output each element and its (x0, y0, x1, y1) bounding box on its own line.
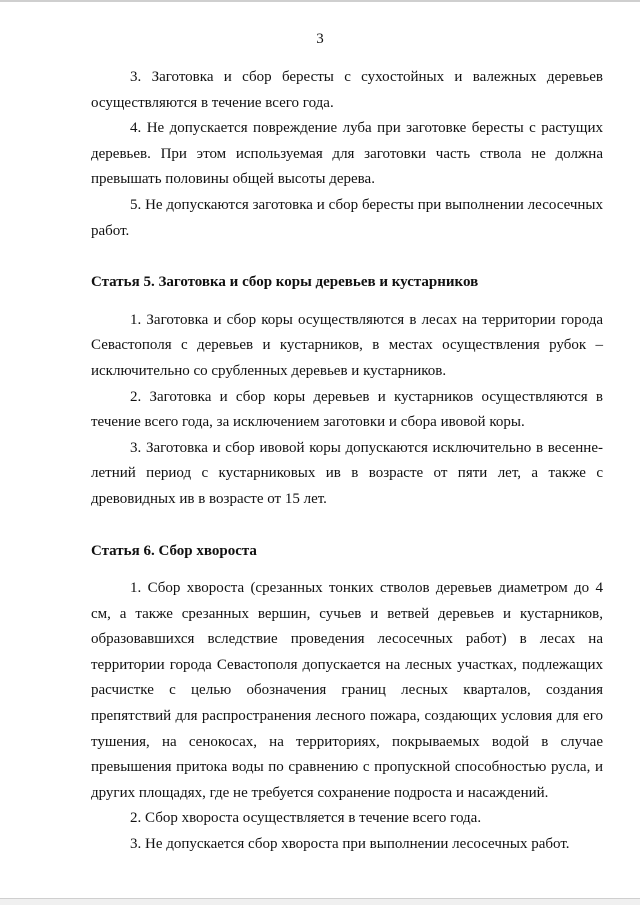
paragraph: 3. Заготовка и сбор бересты с сухостойных и валежных деревьев осуществляются в течение всего года. (91, 69, 603, 111)
scan-top-edge (0, 0, 640, 2)
article-heading: Статья 6. Сбор хвороста (91, 542, 257, 559)
page-number: 3 (316, 31, 324, 47)
section-article-6 (91, 539, 603, 858)
paragraph: 2. Сбор хвороста осуществляется в течение всего года. (130, 810, 482, 827)
paragraph: 5. Не допускаются заготовка и сбор бересты при выполнении лесосечных работ. (91, 196, 603, 239)
paragraph: 1. Сбор хвороста (срезанных тонких стволов деревьев диаметром до 4 см, а также срезанных вершин, сучьев и ветвей деревьев и кустарников, образовавшихся вследствие проведения лесосечных работ) в лесах на территории города Севастополя допускается на лесных участках, подлежащих расчистке с целью обозначения границ лесных кварталов, создания препятствий для распространения лесного пожара, создающих условия для его тушения, на сенокосах, на территориях, покрываемых водой в случае превышения притока воды по сравнению с пропускной способностью русла, и других площадях, где не требуется сохранение подроста и насаждений. (91, 580, 603, 801)
paragraph: 2. Заготовка и сбор коры деревьев и кустарников осуществляются в течение всего года, за исключением заготовки и сбора ивовой коры. (91, 388, 603, 431)
article-heading: Статья 5. Заготовка и сбор коры деревьев и кустарников (91, 274, 479, 291)
paragraph: 3. Не допускается сбор хвороста при выполнении лесосечных работ. (130, 836, 570, 853)
paragraph: 4. Не допускается повреждение луба при заготовке бересты с растущих деревьев. При этом используемая для заготовки часть ствола не должна превышать половины общей высоты дерева. (91, 120, 603, 188)
section-article-5 (91, 270, 603, 512)
document-body (91, 65, 603, 858)
paragraph: 1. Заготовка и сбор коры осуществляются в лесах на территории города Севастополя с деревьев и кустарников, в местах осуществления рубок – исключительно со срубленных деревьев и кустарников. (91, 311, 603, 379)
paragraph: 3. Заготовка и сбор ивовой коры допускаются исключительно в весенне-летний период с кустарниковых ив в возрасте от пяти лет, а также с древовидных ив в возрасте от 15 лет. (91, 439, 603, 507)
scan-bottom-edge (0, 898, 640, 905)
section-berest (91, 65, 603, 244)
